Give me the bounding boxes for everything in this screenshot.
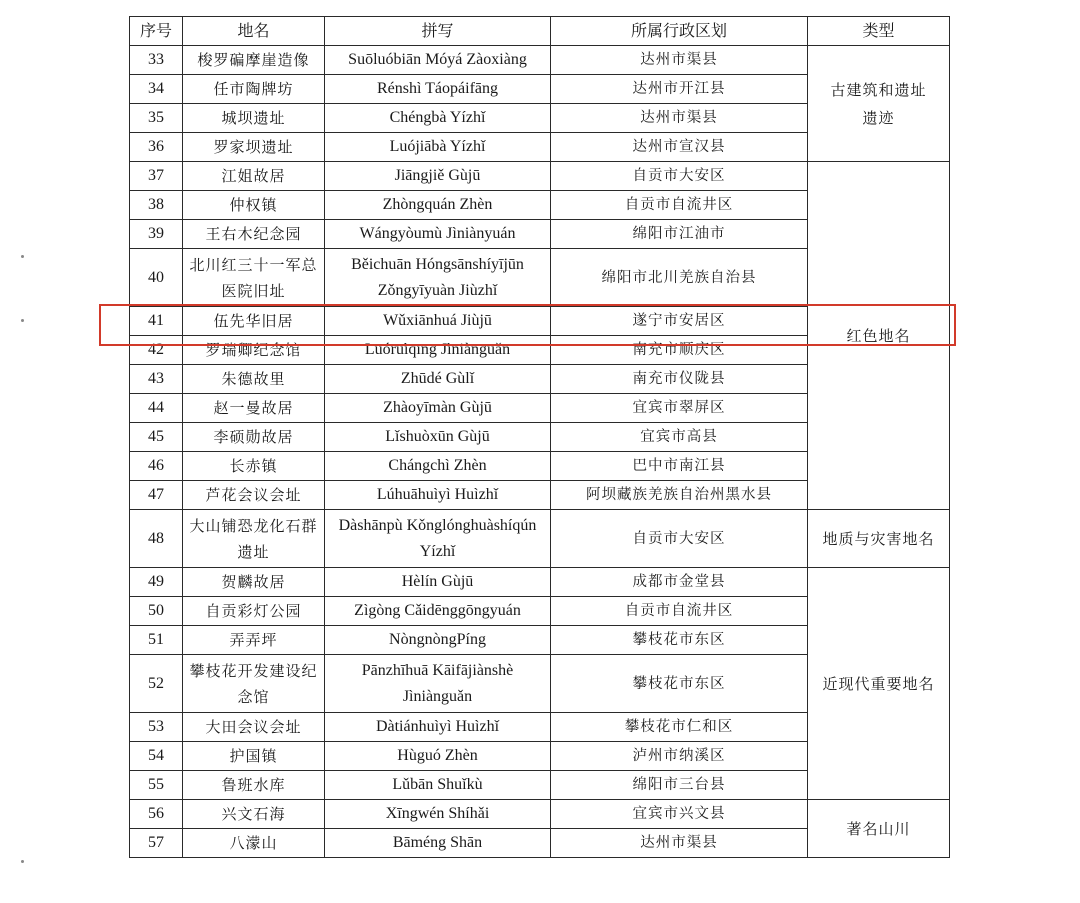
cell-place-name: 罗家坝遗址 [183,133,325,162]
cell-type: 近现代重要地名 [808,568,950,800]
cell-pinyin: Zhūdé Gùlǐ [325,365,551,394]
cell-no: 55 [130,771,183,800]
cell-pinyin: Chángchì Zhèn [325,452,551,481]
scan-speck [21,319,24,322]
cell-admin-division: 攀枝花市仁和区 [551,713,808,742]
header-type: 类型 [808,17,950,46]
cell-no: 52 [130,655,183,713]
cell-place-name: 贺麟故居 [183,568,325,597]
cell-no: 40 [130,249,183,307]
cell-place-name: 伍先华旧居 [183,307,325,336]
cell-pinyin: Pānzhīhuā Kāifājiànshè Jìniànguǎn [325,655,551,713]
cell-admin-division: 宜宾市高县 [551,423,808,452]
cell-place-name: 大田会议会址 [183,713,325,742]
table-row [130,568,950,597]
cell-no: 57 [130,829,183,858]
cell-place-name: 李硕勋故居 [183,423,325,452]
table-row [130,162,950,191]
table-row [130,510,950,568]
cell-admin-division: 宜宾市翠屏区 [551,394,808,423]
cell-admin-division: 自贡市大安区 [551,162,808,191]
header-name: 地名 [183,17,325,46]
cell-no: 47 [130,481,183,510]
cell-pinyin: Suōluóbiān Móyá Zàoxiàng [325,46,551,75]
cell-no: 34 [130,75,183,104]
cell-pinyin: Běichuān Hóngsānshíyījūn Zǒngyīyuàn Jiùzhǐ [325,249,551,307]
cell-no: 50 [130,597,183,626]
cell-no: 53 [130,713,183,742]
cell-place-name: 攀枝花开发建设纪念馆 [183,655,325,713]
cell-pinyin: Wǔxiānhuá Jiùjū [325,307,551,336]
cell-admin-division: 达州市宣汉县 [551,133,808,162]
cell-admin-division: 达州市渠县 [551,829,808,858]
cell-admin-division: 达州市渠县 [551,104,808,133]
cell-place-name: 任市陶牌坊 [183,75,325,104]
cell-no: 49 [130,568,183,597]
cell-pinyin: Zhòngquán Zhèn [325,191,551,220]
cell-place-name: 鲁班水库 [183,771,325,800]
cell-admin-division: 成都市金堂县 [551,568,808,597]
cell-no: 41 [130,307,183,336]
cell-no: 42 [130,336,183,365]
header-no: 序号 [130,17,183,46]
table-row [130,46,950,75]
header-pinyin: 拼写 [325,17,551,46]
cell-place-name: 仲权镇 [183,191,325,220]
cell-place-name: 城坝遗址 [183,104,325,133]
cell-pinyin: Chéngbà Yízhǐ [325,104,551,133]
cell-pinyin: Lúhuāhuìyì Huìzhǐ [325,481,551,510]
cell-place-name: 芦花会议会址 [183,481,325,510]
cell-no: 38 [130,191,183,220]
cell-pinyin: Jiāngjiě Gùjū [325,162,551,191]
scan-speck [21,860,24,863]
cell-place-name: 罗瑞卿纪念馆 [183,336,325,365]
table-header-row [130,17,950,46]
cell-pinyin: Luójiābà Yízhǐ [325,133,551,162]
cell-admin-division: 达州市渠县 [551,46,808,75]
cell-admin-division: 达州市开江县 [551,75,808,104]
cell-admin-division: 自贡市自流井区 [551,597,808,626]
cell-admin-division: 南充市仪陇县 [551,365,808,394]
cell-type: 著名山川 [808,800,950,858]
cell-pinyin: Lǐshuòxūn Gùjū [325,423,551,452]
cell-pinyin: Zhàoyīmàn Gùjū [325,394,551,423]
cell-place-name: 兴文石海 [183,800,325,829]
cell-place-name: 大山铺恐龙化石群遗址 [183,510,325,568]
cell-no: 36 [130,133,183,162]
cell-pinyin: Hèlín Gùjū [325,568,551,597]
cell-admin-division: 攀枝花市东区 [551,655,808,713]
cell-admin-division: 阿坝藏族羌族自治州黑水县 [551,481,808,510]
cell-place-name: 长赤镇 [183,452,325,481]
cell-pinyin: Rénshì Táopáifāng [325,75,551,104]
cell-place-name: 朱德故里 [183,365,325,394]
header-admin: 所属行政区划 [551,17,808,46]
cell-place-name: 江姐故居 [183,162,325,191]
cell-no: 37 [130,162,183,191]
cell-no: 33 [130,46,183,75]
cell-pinyin: Dàtiánhuìyì Huìzhǐ [325,713,551,742]
cell-place-name: 八濛山 [183,829,325,858]
cell-type: 红色地名 [808,162,950,510]
cell-pinyin: Bāméng Shān [325,829,551,858]
cell-place-name: 自贡彩灯公园 [183,597,325,626]
cell-place-name: 护国镇 [183,742,325,771]
cell-no: 51 [130,626,183,655]
cell-type: 古建筑和遗址遗迹 [808,46,950,162]
cell-admin-division: 宜宾市兴文县 [551,800,808,829]
cell-pinyin: NòngnòngPíng [325,626,551,655]
cell-no: 54 [130,742,183,771]
cell-no: 43 [130,365,183,394]
cell-place-name: 赵一曼故居 [183,394,325,423]
cell-admin-division: 自贡市大安区 [551,510,808,568]
cell-no: 56 [130,800,183,829]
cell-no: 46 [130,452,183,481]
cell-place-name: 梭罗碥摩崖造像 [183,46,325,75]
cell-admin-division: 泸州市纳溪区 [551,742,808,771]
cell-pinyin: Lǔbān Shuǐkù [325,771,551,800]
cell-admin-division: 遂宁市安居区 [551,307,808,336]
cell-admin-division: 巴中市南江县 [551,452,808,481]
cell-pinyin: Hùguó Zhèn [325,742,551,771]
scan-speck [21,255,24,258]
cell-pinyin: Dàshānpù Kǒnglónghuàshíqún Yízhǐ [325,510,551,568]
cell-admin-division: 南充市顺庆区 [551,336,808,365]
cell-admin-division: 自贡市自流井区 [551,191,808,220]
cell-type: 地质与灾害地名 [808,510,950,568]
table-row [130,800,950,829]
place-name-table [129,16,950,858]
cell-admin-division: 绵阳市江油市 [551,220,808,249]
cell-pinyin: Luóruìqīng Jìniànguǎn [325,336,551,365]
cell-place-name: 王右木纪念园 [183,220,325,249]
cell-no: 39 [130,220,183,249]
cell-admin-division: 绵阳市北川羌族自治县 [551,249,808,307]
cell-place-name: 北川红三十一军总医院旧址 [183,249,325,307]
cell-pinyin: Wángyòumù Jìniànyuán [325,220,551,249]
cell-no: 35 [130,104,183,133]
cell-place-name: 弄弄坪 [183,626,325,655]
cell-no: 44 [130,394,183,423]
cell-pinyin: Xīngwén Shíhǎi [325,800,551,829]
cell-admin-division: 攀枝花市东区 [551,626,808,655]
table-body [130,46,950,858]
cell-no: 48 [130,510,183,568]
cell-admin-division: 绵阳市三台县 [551,771,808,800]
cell-pinyin: Zìgòng Cǎidēnggōngyuán [325,597,551,626]
cell-no: 45 [130,423,183,452]
